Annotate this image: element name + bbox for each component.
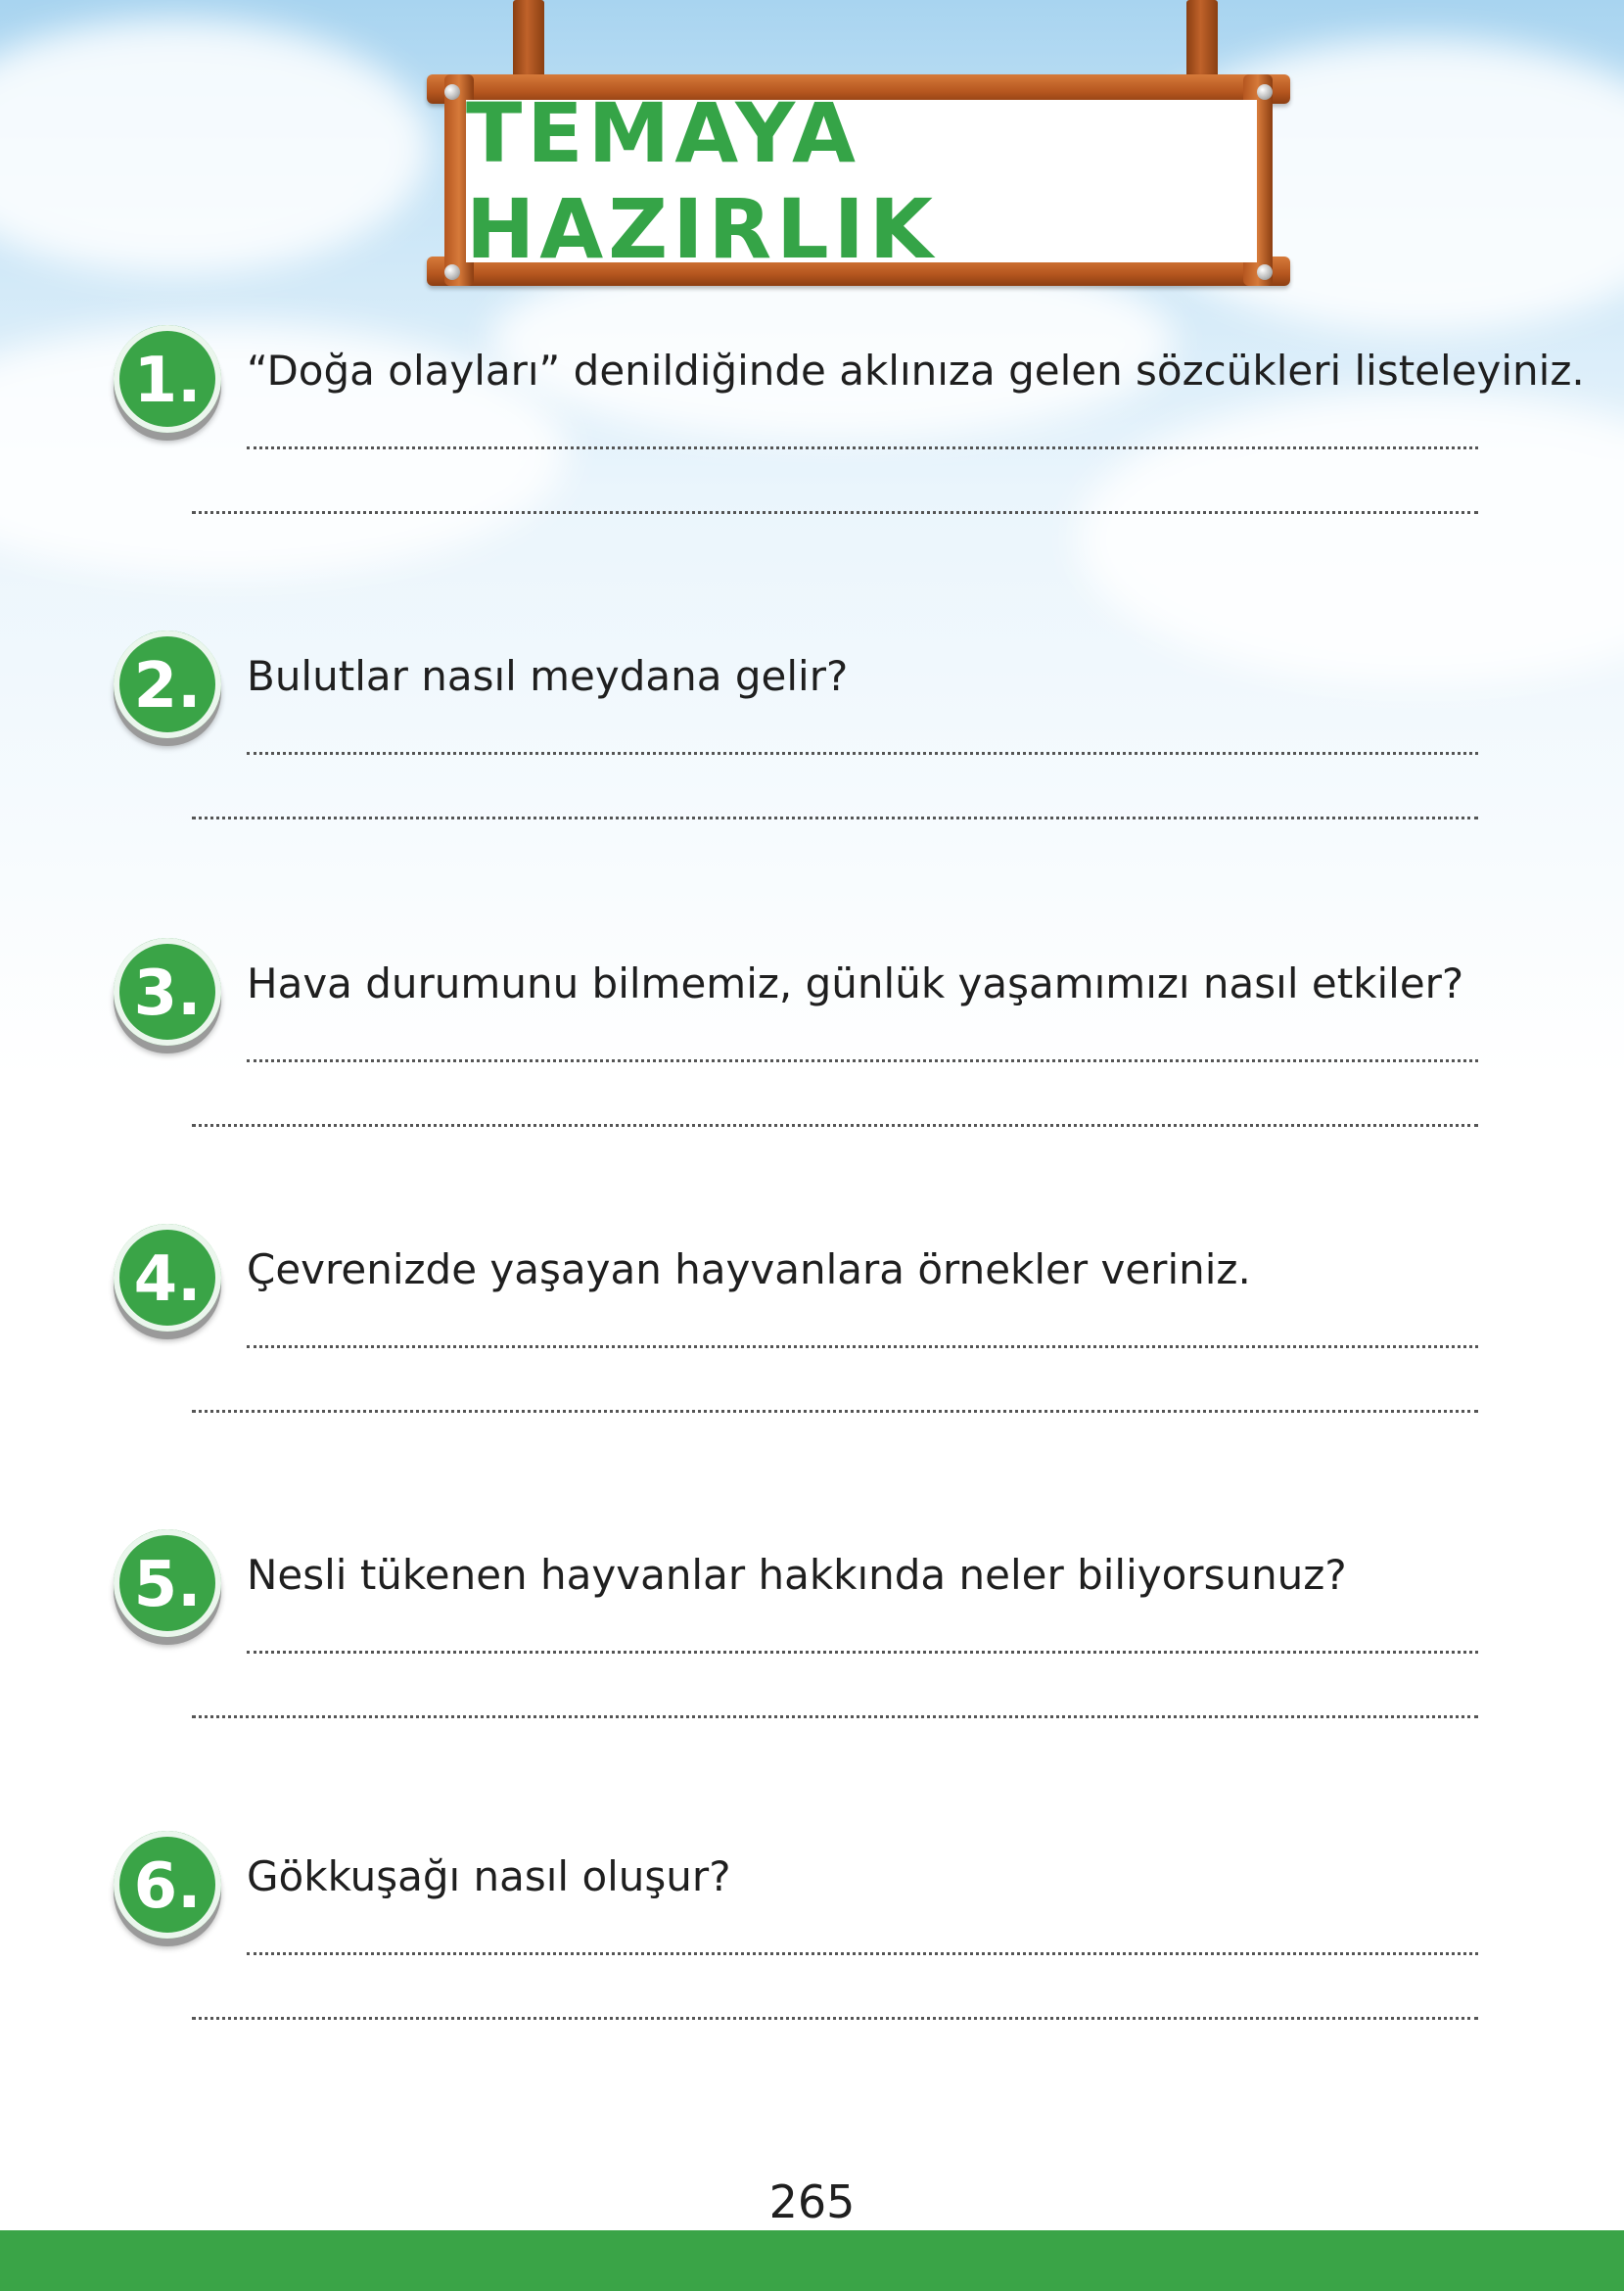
question-text: “Doğa olayları” denildiğinde aklınıza gelen sözcükleri listeleyiniz. <box>247 347 1585 395</box>
page-title: TEMAYA HAZIRLIK <box>466 85 939 277</box>
answer-line[interactable] <box>192 817 1478 819</box>
nail-icon <box>444 84 460 100</box>
question-text: Gökkuşağı nasıl oluşur? <box>247 1852 731 1900</box>
question-number: 1. <box>133 345 202 417</box>
answer-line[interactable] <box>247 1651 1478 1654</box>
answer-line[interactable] <box>247 752 1478 755</box>
question-text: Çevrenizde yaşayan hayvanlara örnekler veriniz. <box>247 1245 1251 1293</box>
question-text: Bulutlar nasıl meydana gelir? <box>247 652 849 700</box>
question-item <box>0 1529 1624 1774</box>
question-number-badge <box>114 1224 221 1332</box>
nail-icon <box>444 264 460 280</box>
answer-line[interactable] <box>247 1059 1478 1062</box>
question-number: 4. <box>133 1243 202 1316</box>
answer-line[interactable] <box>247 1952 1478 1955</box>
question-item <box>0 1831 1624 2076</box>
question-item <box>0 325 1624 570</box>
footer-bar <box>0 2230 1624 2291</box>
sign-panel <box>466 85 1257 277</box>
answer-line[interactable] <box>192 1124 1478 1127</box>
question-text: Nesli tükenen hayvanlar hakkında neler biliyorsunuz? <box>247 1551 1347 1599</box>
answer-line[interactable] <box>192 511 1478 514</box>
question-number-badge <box>114 1831 221 1939</box>
question-number: 5. <box>133 1549 202 1621</box>
question-text: Hava durumunu bilmemiz, günlük yaşamımızı nasıl etkiler? <box>247 959 1464 1007</box>
question-number-badge <box>114 1529 221 1637</box>
question-number: 2. <box>133 650 202 723</box>
question-number-badge <box>114 631 221 738</box>
question-number-badge <box>114 325 221 433</box>
question-item <box>0 631 1624 875</box>
answer-line[interactable] <box>247 1345 1478 1348</box>
question-number: 3. <box>133 958 202 1030</box>
question-item <box>0 1224 1624 1469</box>
answer-line[interactable] <box>192 2017 1478 2020</box>
answer-line[interactable] <box>192 1410 1478 1413</box>
question-item <box>0 938 1624 1183</box>
answer-line[interactable] <box>192 1715 1478 1718</box>
page-number: 265 <box>768 2175 856 2228</box>
cloud-decoration <box>0 20 431 274</box>
answer-line[interactable] <box>247 446 1478 449</box>
nail-icon <box>1257 264 1273 280</box>
question-number-badge <box>114 938 221 1046</box>
nail-icon <box>1257 84 1273 100</box>
question-number: 6. <box>133 1850 202 1923</box>
